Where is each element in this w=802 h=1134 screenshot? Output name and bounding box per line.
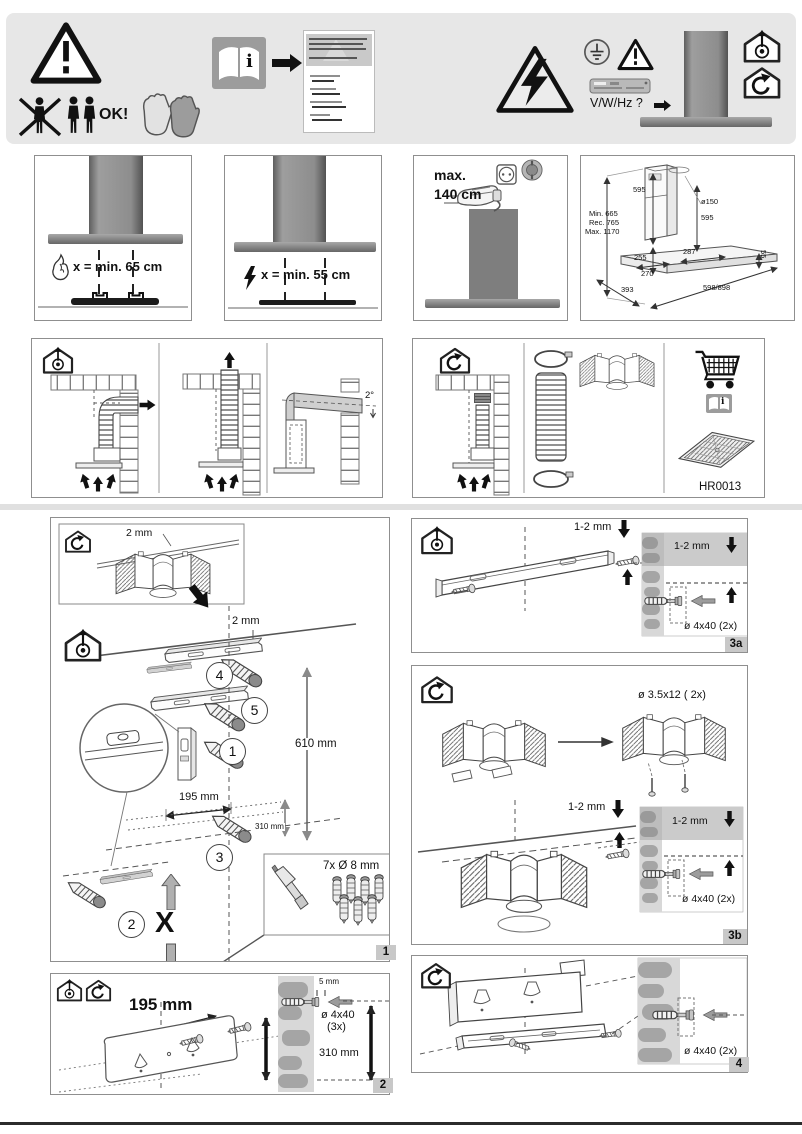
callout-5: 5 bbox=[241, 697, 268, 724]
dim-mount-max: Max. 1170 bbox=[585, 227, 620, 236]
adults-ok-label: OK! bbox=[99, 106, 129, 123]
level-magnifier-icon bbox=[80, 704, 168, 792]
book-letter: i bbox=[246, 51, 253, 72]
carbon-filter-unit-icon bbox=[580, 353, 654, 389]
step-number: 3a bbox=[725, 637, 747, 652]
step-3b-carbon-filter bbox=[411, 665, 748, 945]
grounded-plug-icon bbox=[522, 160, 542, 180]
dim-canopy-height: 55 bbox=[759, 250, 768, 259]
adult-icon bbox=[84, 97, 95, 133]
cord-max-label: max. bbox=[434, 167, 466, 183]
distance-x-label: X bbox=[155, 907, 175, 939]
electric-bolt-icon bbox=[244, 266, 256, 290]
house-exhaust-icon bbox=[56, 978, 83, 1002]
protrusion-label: 5 mm bbox=[319, 977, 339, 986]
section-divider bbox=[0, 504, 802, 510]
house-recirculation-icon bbox=[420, 961, 452, 989]
dim-canopy-width: 598/898 bbox=[703, 283, 731, 292]
gas-flame-icon bbox=[53, 255, 68, 280]
step-4-lower-chimney-bracket bbox=[411, 955, 748, 1073]
step-number: 4 bbox=[729, 1057, 749, 1072]
step3a-graphics bbox=[412, 519, 747, 652]
rating-plate-icon bbox=[590, 79, 650, 93]
gas-clearance-label: x = min. 65 cm bbox=[73, 259, 163, 274]
hole-spacing-label: 195 mm bbox=[179, 791, 219, 803]
screw-size-label: ø 4x40 bbox=[321, 1009, 355, 1021]
hole-offset-label: 310 mm bbox=[255, 822, 284, 831]
gloves-icon bbox=[144, 94, 199, 137]
dim-chimney-lower-right: 595 bbox=[701, 213, 714, 222]
screw-size-label: ø 4x40 (2x) bbox=[684, 1045, 738, 1057]
screw-count-label: (3x) bbox=[327, 1021, 346, 1033]
figure-min-distance-electric bbox=[224, 155, 382, 321]
book-letter-small: i bbox=[721, 397, 725, 407]
dim-chimney-width: 287 bbox=[683, 247, 696, 256]
electric-clearance-label: x = min. 55 cm bbox=[261, 267, 351, 282]
dim-chimney-upper: 595 bbox=[633, 185, 646, 194]
hole-offset-label: 310 mm bbox=[319, 1047, 359, 1059]
step-2-lower-bracket bbox=[50, 973, 390, 1095]
dim-duct-diameter: ø150 bbox=[701, 197, 719, 206]
carbon-filter-code: HR0013 bbox=[699, 481, 742, 493]
callout-1: 1 bbox=[219, 738, 246, 765]
step-3a-chimney-bracket bbox=[411, 518, 748, 653]
high-voltage-icon bbox=[499, 48, 572, 110]
shopping-cart-icon bbox=[696, 352, 739, 389]
drill-size-label: 7x Ø 8 mm bbox=[323, 860, 380, 872]
ceiling-gap-label: 2 mm bbox=[232, 615, 260, 627]
step-number: 3b bbox=[723, 929, 747, 944]
gap-inset-label: 1-2 mm bbox=[672, 815, 708, 827]
manual-book-small-icon bbox=[706, 394, 732, 413]
house-recirculation-icon bbox=[85, 978, 112, 1002]
screw-size-label: ø 4x40 (2x) bbox=[682, 893, 736, 905]
gap-label: 1-2 mm bbox=[568, 801, 606, 813]
manual-book-icon bbox=[212, 37, 266, 89]
figure-dimensions bbox=[580, 155, 795, 321]
gap-inset-label: 1-2 mm bbox=[674, 540, 710, 552]
house-exhaust-icon bbox=[740, 29, 784, 63]
house-recirculation-icon bbox=[64, 529, 92, 553]
instruction-page-thumbnail bbox=[303, 30, 375, 133]
house-exhaust-icon bbox=[420, 525, 454, 555]
wall-slope-label: 2° bbox=[365, 390, 375, 401]
figure-recirculation-parts bbox=[412, 338, 765, 498]
arrow-small-icon bbox=[654, 100, 671, 111]
filter-gap-label: 2 mm bbox=[126, 527, 153, 539]
dim-lower-chimney: 255 bbox=[634, 253, 647, 262]
bracket-height-label: 610 mm bbox=[295, 738, 337, 750]
hole-spacing-label: 195 mm bbox=[129, 995, 193, 1014]
page-footer-rule bbox=[0, 1122, 802, 1125]
exhaust-ducting-graphics bbox=[32, 339, 382, 497]
filter-screws-label: ø 3.5x12 ( 2x) bbox=[638, 689, 706, 701]
house-exhaust-icon bbox=[63, 628, 103, 662]
figure-power-cord bbox=[413, 155, 568, 321]
house-exhaust-icon bbox=[40, 346, 76, 374]
safety-symbols-band bbox=[6, 13, 796, 144]
callout-3: 3 bbox=[206, 844, 233, 871]
callout-4: 4 bbox=[206, 662, 233, 689]
gap-label: 1-2 mm bbox=[574, 521, 612, 533]
house-recirculation-icon bbox=[437, 346, 473, 374]
hood-chimney bbox=[684, 31, 728, 118]
earth-ground-icon bbox=[585, 40, 609, 64]
house-recirculation-icon bbox=[740, 65, 784, 99]
dim-mount-min: Min. 665 bbox=[589, 209, 618, 218]
step-number: 1 bbox=[376, 945, 396, 960]
figure-min-distance-gas bbox=[34, 155, 192, 321]
step-1-marking-drilling bbox=[50, 517, 390, 962]
rating-query-label: V/W/Hz ? bbox=[590, 96, 643, 110]
adult-icon bbox=[68, 97, 79, 133]
warning-triangle-small-icon bbox=[619, 40, 652, 68]
figure-exhaust-ducting bbox=[31, 338, 383, 498]
callout-2: 2 bbox=[118, 911, 145, 938]
screw-size-label: ø 4x40 (2x) bbox=[684, 620, 738, 632]
dim-chimney-depth: 270 bbox=[641, 269, 654, 278]
dim-canopy-depth: 393 bbox=[621, 285, 634, 294]
dim-mount-rec: Rec. 765 bbox=[589, 218, 620, 227]
house-recirculation-icon bbox=[420, 674, 454, 704]
cord-max-value: 140 cm bbox=[434, 186, 482, 202]
grease-filter-icon bbox=[679, 432, 754, 467]
socket-icon bbox=[497, 165, 516, 184]
hood-canopy bbox=[640, 117, 772, 127]
step-number: 2 bbox=[373, 1078, 393, 1093]
arrow-right-icon bbox=[272, 54, 302, 72]
